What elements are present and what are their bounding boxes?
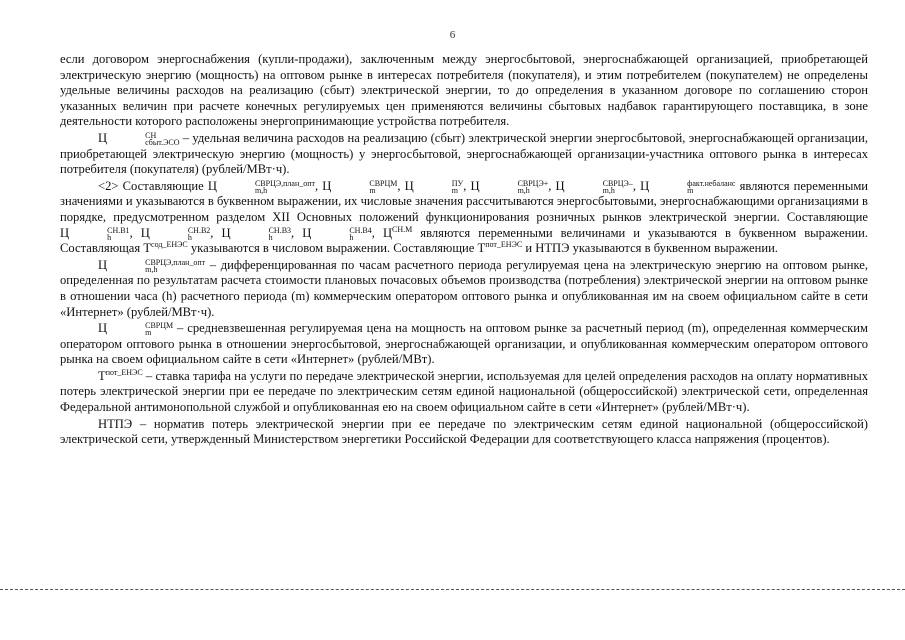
symbol-c-svrc-plan: Ц СВРЦЭ,план_опт m,h bbox=[207, 178, 316, 195]
separator: , bbox=[463, 178, 471, 193]
paragraph-def-svrcm bbox=[60, 321, 868, 368]
symbol-c-cn-m: $Ц^{СН.М}$ bbox=[382, 224, 413, 240]
symbol-c-svrc-minus: Ц СВРЦЭ– m,h bbox=[555, 178, 633, 195]
symbol-t-pot-enes: $Т^{пот\_ЕНЭС}$ bbox=[477, 239, 523, 256]
footer-dashed-rule bbox=[0, 589, 905, 590]
def-svrcm-text: – средневзвешенная регулируемая цена на мощность на оптовом рынке за расчетный период (m), определенная коммерческим оператором оптового рынка в отношении энергосбытовой, энергоснабжающей организации, и опубликованная коммерческим оператором оптового рынка на своем официальном сайте в сети «Интернет» (рублей/МВт). bbox=[60, 321, 868, 367]
symbol-c-svrcm: Ц СВРЦМ m bbox=[322, 178, 398, 195]
symbol-c-cn-v1: Ц СН.В1 h bbox=[60, 225, 130, 242]
separator: , bbox=[129, 225, 141, 240]
def-sbyt-eso-text: – удельная величина расходов на реализацию (сбыт) электрической энергии энергосбытовой, энергоснабжающей организации, приобретающей электрическую энергию (мощность) у энергосбытовой, энергоснабжающей организации-участника оптового рынка в интересах потребителя (покупателя) (рублей/МВт·ч). bbox=[60, 130, 868, 177]
symbol-c-cn-v3: Ц СН.В3 h bbox=[221, 225, 292, 242]
note-2-text-d: указываются в числовом выражении. Составляющие bbox=[187, 241, 478, 256]
separator: , bbox=[397, 178, 405, 193]
symbol-c-fact-nebalans: Ц факт.небаланс m bbox=[640, 178, 736, 195]
separator: , bbox=[210, 225, 222, 240]
symbol-c-cn-v4: Ц СН.В4 h bbox=[302, 225, 372, 242]
note-2-text-c: являются переменными величинами и указываются в буквенном выражении. Составляющая bbox=[60, 225, 869, 256]
symbol-t-sod-enes: $Т^{сод\_ЕНЭС}$ bbox=[143, 239, 188, 256]
paragraph-def-svrc-plan bbox=[60, 258, 868, 320]
separator: , bbox=[632, 178, 641, 193]
document-body bbox=[60, 52, 868, 448]
def-tpot-text: – ставка тарифа на услуги по передаче электрической энергии, используемая для целей определения расходов на оплату нормативных потерь электрической энергии при ее передаче по электрическим сетям единой национальной (общероссийской) электрической сети, определенная Федеральной антимонопольной службой и опубликованная ею на своем официальном сайте в сети «Интернет» (рублей/МВт·ч). bbox=[60, 368, 868, 415]
def-svrc-plan-text: – дифференцированная по часам расчетного периода регулируемая цена на электрическую энергию на оптовом рынке, определенная по результатам расчета стоимости плановых почасовых объемов производства (потребления) электрической энергии на оптовом рынке в отношении часа (h) расчетного периода (m) коммерческим оператором оптового рынка и опубликованная им на своем официальном сайте в сети «Интернет» (рублей/МВт·ч). bbox=[60, 257, 868, 319]
symbol-t-pot-enes-def: $Т^{пот\_ЕНЭС}$ bbox=[98, 367, 143, 383]
symbol-c-svrcm-def: Ц СВРЦМ m bbox=[98, 321, 174, 338]
paragraph-note-2 bbox=[60, 179, 868, 257]
separator: , bbox=[315, 178, 323, 193]
paragraph-def-sbyt-eso bbox=[60, 131, 868, 178]
symbol-c-sbyt-eso: Ц СН сбыт.ЭСО bbox=[98, 130, 180, 147]
note-2-lead: <2> Составляющие bbox=[98, 178, 208, 193]
note-2-text-b: являются переменными значениями и указываются в буквенном выражении, их числовые значения рассчитываются энергосбытовыми, энергоснабжающими организациями в порядке, предусмотренном разделом XII Основных положений функционирования розничных рынков электрической энергии. Составляющие bbox=[60, 178, 869, 224]
symbol-c-cn-v2: Ц СН.В2 h bbox=[140, 225, 211, 242]
page-number: 6 bbox=[449, 29, 456, 41]
note-2-text-e: и НТПЭ указываются в буквенном выражении. bbox=[522, 241, 778, 256]
paragraph-def-ntpe: НТПЭ – норматив потерь электрической энергии при ее передаче по электрическим сетям единой национальной (общероссийской) электрической сети, утвержденный Министерством энергетики Российской Федерации для соответствующего класса напряжения (процентов). bbox=[60, 416, 868, 447]
symbol-c-pu: Ц ПУ m bbox=[404, 178, 464, 195]
paragraph-sbyt-nadbavka-rule: если договором энергоснабжения (купли-продажи), заключенным между энергосбытовой, энергоснабжающей организацией, приобретающей электрическую энергию (мощность) на оптовом рынке в интересах потребителя (покупателя), и этим потребителем (покупателем) не определены удельные величины расходов на реализацию (сбыт) электрической энергии, то до определения в указанном договоре по соглашению сторон указанных величин при расчете конечных регулируемых цен применяются величины сбытовых надбавок гарантирующего поставщика, в зоне деятельности которого расположены энергопринимающие устройства потребителя. bbox=[60, 52, 868, 129]
separator: , bbox=[291, 225, 303, 240]
symbol-c-svrc-plan-def: Ц СВРЦЭ,план_опт m,h bbox=[98, 257, 206, 274]
paragraph-def-tpot bbox=[60, 369, 868, 416]
separator: , bbox=[371, 225, 383, 240]
symbol-c-svrc-plus: Ц СВРЦЭ+ m,h bbox=[470, 178, 549, 195]
separator: , bbox=[548, 178, 556, 193]
